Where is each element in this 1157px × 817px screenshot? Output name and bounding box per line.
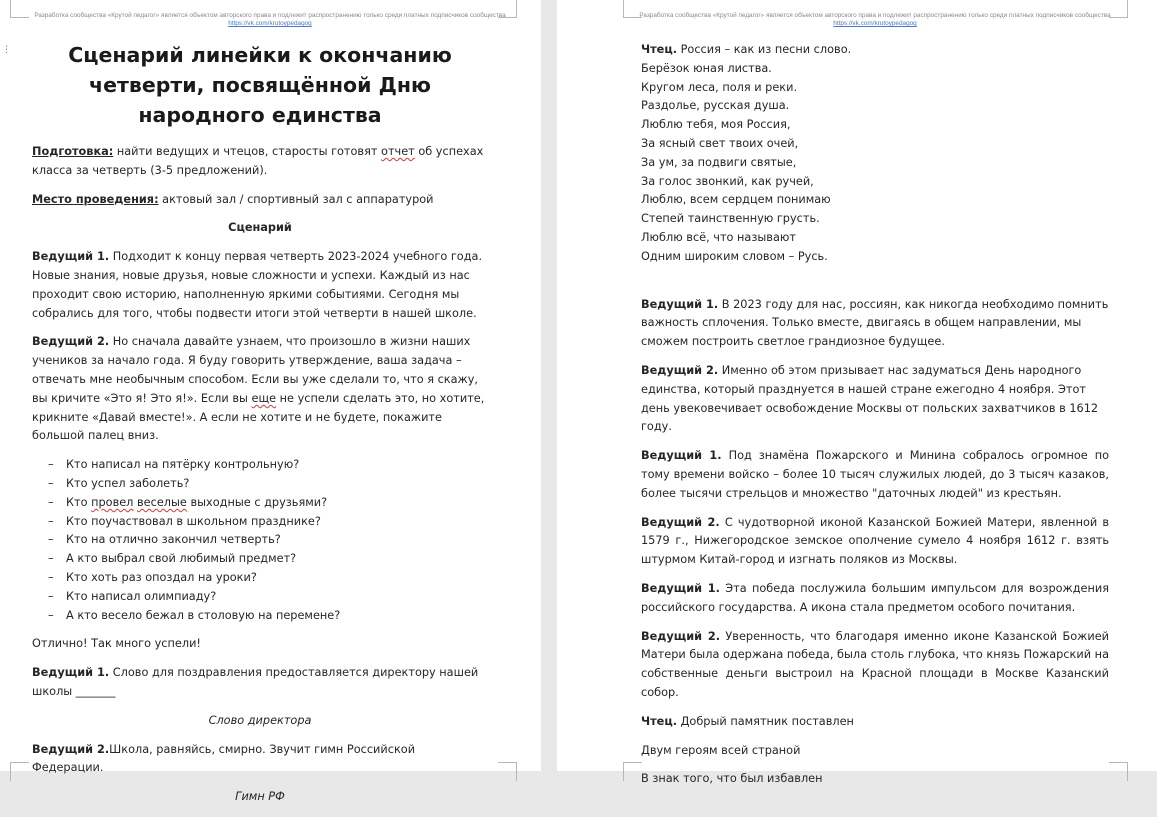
speaker-label: Чтец. — [641, 43, 678, 56]
poem-line: Берёзок юная листва. — [641, 61, 772, 75]
poem-line: За голос звонкий, как ручей, — [641, 174, 814, 188]
poem-line: Чтец. Россия – как из песни слово. — [641, 43, 852, 56]
poem-line: Люблю всё, что называют — [641, 230, 796, 244]
poem-line: В знак того, что был избавлен — [641, 772, 823, 786]
question-list — [32, 456, 488, 625]
great-line: Отлично! Так много успели! — [32, 637, 201, 651]
stage-direction: Слово директора — [208, 713, 312, 727]
page-1-body — [32, 40, 488, 817]
header-link[interactable]: https://vk.com/krutoypedagog — [228, 20, 312, 27]
list-item: – Кто написал олимпиаду? — [48, 588, 488, 607]
stage-direction: Гимн РФ — [235, 790, 285, 804]
header-link[interactable]: https://vk.com/krutoypedagog — [833, 20, 917, 27]
page-header — [625, 12, 1125, 28]
drag-handle-icon[interactable]: ⋮ — [2, 45, 11, 55]
host-paragraph: Ведущий 1. В 2023 году для нас, россиян, как никогда необходимо помнить важность сплочения. Только вместе, двигаясь в общем направлении, мы сможем построить светлое грандиозное будущее. — [641, 297, 1109, 349]
host-paragraph: Ведущий 2. Но сначала давайте узнаем, что произошло в жизни наших учеников за начало года. Я буду говорить утверждение, ваша задача – отвечать мне необычным способом. Если вы уже сделали то, что я скажу, вы кричите «Это я! Это я!». Если вы еще не успели сделать это, но хотите, крикните «Давай вместе!». А если не хотите и не будете, покажите большой палец вниз. — [32, 335, 485, 443]
spelling-error[interactable]: веселые — [137, 495, 187, 509]
spelling-error[interactable]: провел — [91, 495, 134, 509]
poem-line: Раздолье, русская душа. — [641, 99, 790, 113]
speaker-label: Ведущий 1. — [641, 297, 719, 311]
page-2-body — [641, 41, 1109, 799]
speaker-label: Ведущий 1. — [641, 449, 722, 463]
page-header — [20, 12, 520, 28]
list-item: – А кто выбрал свой любимый предмет? — [48, 550, 488, 569]
poem-line: Кругом леса, поля и реки. — [641, 80, 798, 94]
host-paragraph: Ведущий 2.Школа, равняйсь, смирно. Звучит гимн Российской Федерации. — [32, 742, 416, 775]
speaker-label: Ведущий 2. — [32, 335, 110, 349]
list-item: – Кто хоть раз опоздал на уроки? — [48, 569, 488, 588]
document-title: Сценарий линейки к окончанию четверти, посвящённой Дню народного единства — [68, 43, 452, 127]
list-item: – А кто весело бежал в столовую на перемене? — [48, 607, 488, 626]
speaker-label: Ведущий 2. — [641, 629, 720, 643]
host-paragraph: Ведущий 2. Именно об этом призывает нас задуматься День народного единства, который празднуется в нашей стране ежегодно 4 ноября. Этот день увековечивает освобождение Москвы от польских захватчиков в 1612 году. — [641, 363, 1099, 434]
document-page-2 — [557, 0, 1157, 786]
spelling-error[interactable]: еще — [251, 391, 277, 405]
speaker-label: Ведущий 2. — [32, 742, 110, 756]
poem-line: За ясный свет твоих очей, — [641, 136, 799, 150]
poem-line: Люблю, всем сердцем понимаю — [641, 193, 831, 207]
speaker-label: Чтец. — [641, 714, 678, 728]
poem-line: Степей таинственную грусть. — [641, 212, 820, 226]
copyright-notice: Разработка сообщества «Крутой педагог» является объектом авторского права и подлежит распространению только среди платных подписчиков сообщества — [639, 12, 1111, 19]
crop-mark — [10, 762, 29, 781]
crop-mark — [1109, 762, 1128, 781]
poem-line: Одним широким словом – Русь. — [641, 249, 828, 263]
poem — [641, 41, 1109, 267]
crop-mark — [498, 762, 517, 781]
host-paragraph: Ведущий 1. Под знамёна Пожарского и Минина собралось огромное по тому времени войско – более 10 тысяч служилых людей, до 3 тысяч казаков, более тысячи стрельцов и множество "даточных людей" из крестьян. — [641, 449, 1109, 500]
poem-line: Люблю тебя, моя Россия, — [641, 118, 791, 132]
speaker-label: Ведущий 2. — [641, 363, 719, 377]
host-paragraph: Ведущий 1. Эта победа послужила большим импульсом для возрождения российского государства. А икона стала предметом особого почитания. — [641, 581, 1109, 614]
document-page-1 — [0, 0, 541, 804]
speaker-label: Ведущий 1. — [32, 666, 110, 680]
speaker-label: Ведущий 1. — [641, 581, 720, 595]
spelling-error[interactable]: отчет — [381, 145, 415, 158]
crop-mark — [623, 762, 642, 781]
list-item: – Кто написал на пятёрку контрольную? — [48, 456, 488, 475]
list-item: – Кто успел заболеть? — [48, 475, 488, 494]
scenario-heading: Сценарий — [228, 221, 292, 235]
list-item: – Кто провел веселые выходные с друзьями? — [48, 494, 488, 513]
poem-line: Двум героям всей страной — [641, 743, 801, 757]
host-paragraph: Ведущий 1. Подходит к концу первая четверть 2023-2024 учебного года. Новые знания, новые друзья, новые сложности и успехи. Каждый из нас проходит свою историю, наполненную яркими событиями. Сегодня мы собрались для того, чтобы подвести итоги этой четверти в нашей школе. — [32, 250, 483, 320]
preparation-paragraph: Подготовка: найти ведущих и чтецов, старосты готовят отчет об успехах класса за четверть (3-5 предложений). — [32, 145, 484, 177]
copyright-notice: Разработка сообщества «Крутой педагог» является объектом авторского права и подлежит распространению только среди платных подписчиков сообщества — [34, 12, 506, 19]
host-paragraph: Ведущий 2. Уверенность, что благодаря именно иконе Казанской Божией Матери была одержана победа, была столь глубока, что князь Пожарский на собственные деньги выстроил на Красной площади в Москве Казанский собор. — [641, 629, 1109, 699]
preparation-label: Подготовка: — [32, 145, 114, 158]
venue-paragraph: Место проведения: актовый зал / спортивный зал с аппаратурой — [32, 192, 434, 206]
host-paragraph: Ведущий 2. С чудотворной иконой Казанской Божией Матери, явленной в 1579 г., Нижегородское земское ополчение сумело 4 ноября 1612 г. взять штурмом Китай-город и изгнать поляков из Москвы. — [641, 515, 1109, 567]
list-item: – Кто поучаствовал в школьном празднике? — [48, 513, 488, 532]
list-item: – Кто на отлично закончил четверть? — [48, 531, 488, 550]
poem-line: За ум, за подвиги святые, — [641, 155, 797, 169]
host-paragraph: Ведущий 1. Слово для поздравления предоставляется директору нашей школы _______ — [32, 666, 479, 698]
speaker-label: Ведущий 2. — [641, 515, 720, 529]
speaker-label: Ведущий 1. — [32, 250, 110, 264]
poem-line: Чтец. Добрый памятник поставлен — [641, 714, 854, 728]
venue-label: Место проведения: — [32, 192, 159, 206]
